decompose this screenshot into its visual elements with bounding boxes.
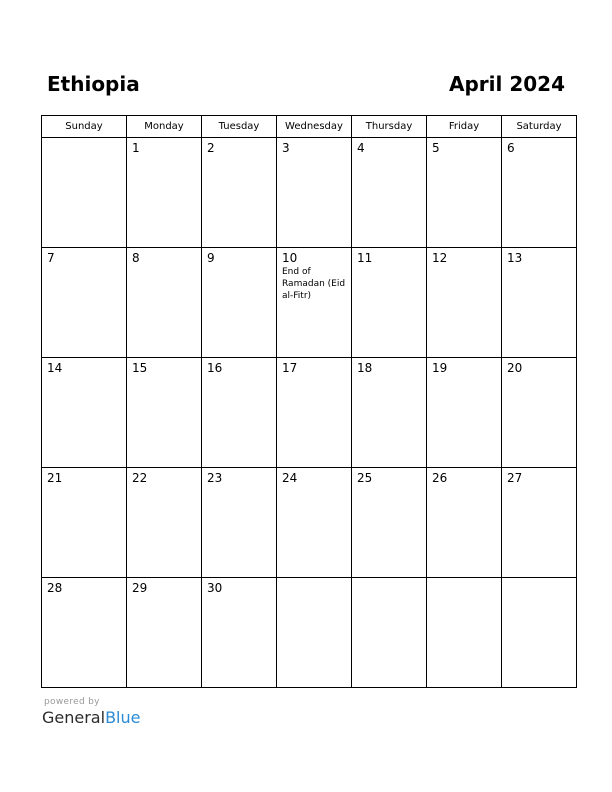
- day-number: 21: [47, 471, 63, 485]
- day-cell: [352, 138, 427, 248]
- weekday-saturday: Saturday: [502, 116, 577, 138]
- day-cell: [202, 578, 277, 688]
- week-row: [42, 248, 577, 358]
- day-number: 27: [507, 471, 523, 485]
- day-cell: [502, 138, 577, 248]
- week-row: [42, 138, 577, 248]
- day-cell: [127, 138, 202, 248]
- day-cell: [352, 468, 427, 578]
- day-cell: [202, 468, 277, 578]
- generalblue-logo[interactable]: [42, 708, 140, 728]
- day-number: 1: [132, 141, 140, 155]
- day-number: 20: [507, 361, 523, 375]
- day-number: 11: [357, 251, 373, 265]
- day-number: [42, 138, 126, 141]
- day-number: [427, 578, 501, 581]
- day-cell: [127, 468, 202, 578]
- day-cell: [42, 358, 127, 468]
- day-cell: [502, 358, 577, 468]
- day-number: 17: [282, 361, 298, 375]
- day-number: 8: [132, 251, 140, 265]
- day-number: 18: [357, 361, 373, 375]
- weekday-header-row: [42, 116, 577, 138]
- weekday-friday: Friday: [427, 116, 502, 138]
- day-cell: [202, 138, 277, 248]
- day-cell: [427, 248, 502, 358]
- weekday-sunday: Sunday: [42, 116, 127, 138]
- day-cell: [42, 138, 127, 248]
- logo-text-general: General: [42, 708, 106, 727]
- day-number: 10: [282, 251, 298, 265]
- day-number: 19: [432, 361, 448, 375]
- holiday-label: End of Ramadan (Eid al-Fitr): [282, 267, 346, 301]
- country-title: Ethiopia: [47, 72, 140, 96]
- day-cell: [277, 468, 352, 578]
- day-cell: [127, 358, 202, 468]
- weekday-wednesday: Wednesday: [277, 116, 352, 138]
- day-number: 29: [132, 581, 148, 595]
- day-cell: [202, 358, 277, 468]
- day-cell: [277, 248, 352, 358]
- day-number: [502, 578, 576, 581]
- day-cell: [502, 248, 577, 358]
- day-cell: [427, 138, 502, 248]
- day-cell: [427, 578, 502, 688]
- powered-by-text: powered by: [44, 697, 100, 707]
- day-number: 24: [282, 471, 298, 485]
- day-number: 15: [132, 361, 148, 375]
- weekday-monday: Monday: [127, 116, 202, 138]
- weekday-tuesday: Tuesday: [202, 116, 277, 138]
- day-cell: [277, 138, 352, 248]
- day-number: 3: [282, 141, 290, 155]
- day-number: 12: [432, 251, 448, 265]
- day-number: 9: [207, 251, 215, 265]
- day-number: 16: [207, 361, 223, 375]
- day-cell: [352, 578, 427, 688]
- day-cell: [427, 358, 502, 468]
- day-number: 13: [507, 251, 523, 265]
- week-row: [42, 468, 577, 578]
- day-cell: [202, 248, 277, 358]
- day-cell: [42, 248, 127, 358]
- day-cell: [352, 358, 427, 468]
- day-number: 6: [507, 141, 515, 155]
- calendar-grid: [41, 115, 577, 688]
- day-number: 30: [207, 581, 223, 595]
- day-number: [352, 578, 426, 581]
- day-number: 26: [432, 471, 448, 485]
- day-cell: [277, 578, 352, 688]
- day-number: 28: [47, 581, 63, 595]
- day-number: 4: [357, 141, 365, 155]
- day-number: 14: [47, 361, 63, 375]
- day-cell: [502, 468, 577, 578]
- week-row: [42, 578, 577, 688]
- day-cell: [127, 578, 202, 688]
- day-number: 23: [207, 471, 223, 485]
- day-cell: [427, 468, 502, 578]
- month-year-title: April 2024: [449, 72, 565, 96]
- day-cell: [277, 358, 352, 468]
- day-number: 2: [207, 141, 215, 155]
- day-cell: [352, 248, 427, 358]
- day-cell: [502, 578, 577, 688]
- day-number: 25: [357, 471, 373, 485]
- day-cell: [42, 578, 127, 688]
- weekday-thursday: Thursday: [352, 116, 427, 138]
- day-number: [277, 578, 351, 581]
- day-cell: [127, 248, 202, 358]
- day-number: 7: [47, 251, 55, 265]
- day-cell: [42, 468, 127, 578]
- day-number: 22: [132, 471, 148, 485]
- week-row: [42, 358, 577, 468]
- day-number: 5: [432, 141, 440, 155]
- logo-text-blue: Blue: [105, 708, 141, 727]
